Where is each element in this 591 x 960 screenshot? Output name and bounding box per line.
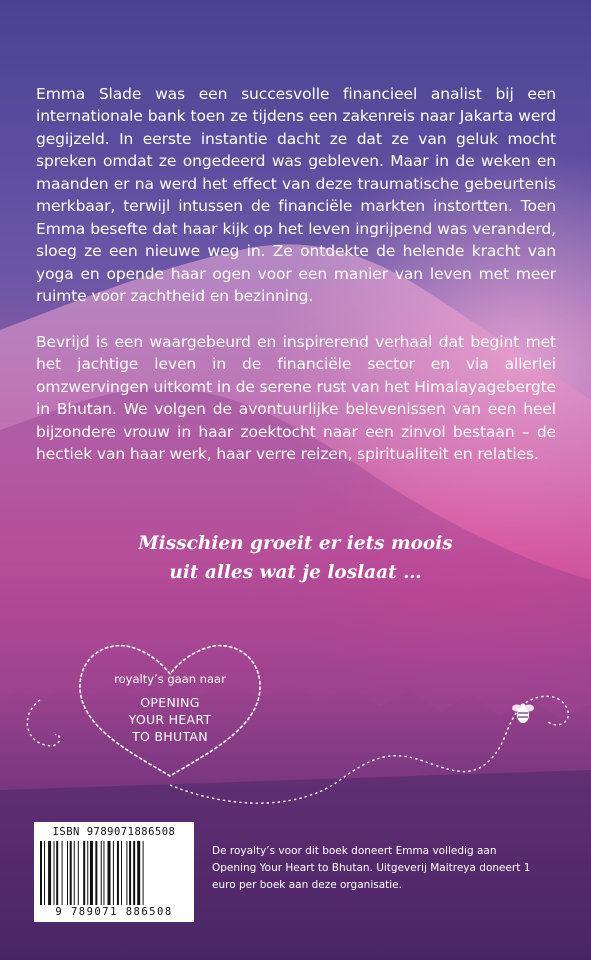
barcode-bar [121,841,122,905]
charity-name-line-3: TO BHUTAN [132,729,208,744]
charity-name-line-1: OPENING [140,695,200,710]
tagline-line-2: uit alles wat je loslaat … [169,562,422,583]
charity-intro: royalty’s gaan naar [114,672,226,686]
barcode-bar [133,841,135,905]
barcode-bar [83,841,85,905]
description-paragraph-1: Emma Slade was een succesvolle financieel analist bij een internationale bank toen ze tijdens een zakenreis naar Jakarta werd gegijzeld. In eerste instantie dacht ze dat ze van geluk mocht spreken omdat ze ongedeerd was gebleven. Maar in de weken en maanden er na werd het effect van deze traumatische gebeurtenis merkbaar, terwijl intussen de financiële markten instortten. Toen Emma besefte dat haar kijk op het leven ingrijpend was veranderd, sloeg ze een nieuwe weg in. Ze ontdekte de helende kracht van yoga en opende haar ogen voor een manier van leven met meer ruimte voor zachtheid en bezinning. [36,84,556,305]
barcode-bar [90,841,93,905]
barcode-icon [40,841,188,905]
barcode-bar [137,841,140,905]
barcode-bar [48,841,51,905]
barcode-bar [95,841,97,905]
dotted-flight-path [0,660,591,820]
barcode-bar [126,841,127,905]
barcode-bar [74,841,75,905]
barcode-bar [62,841,63,905]
description-paragraph-2: Bevrijd is een waargebeurd en inspirerend verhaal dat begint met het jachtige leven in de financiële sector en via allerlei omzwervingen uitkomt in de serene rust van het Himalayagebergte in Bhutan. We volgen de avontuurlijke belevenissen van een heel bijzondere vrouw in haar zoektocht naar een zinvol bestaan – de hectiek van haar werk, haar verre reizen, spiritualiteit en relaties. [36,332,556,463]
barcode-bar [44,841,45,905]
barcode-bar [117,841,119,905]
barcode-bar [87,841,88,905]
barcode-bar [54,841,55,905]
barcode-bar [101,841,102,905]
barcode-bar [103,841,104,905]
barcode-bar [70,841,72,905]
barcode-bar [78,841,79,905]
barcode-bar [67,841,68,905]
barcode-bar [56,841,58,905]
barcode-bar [143,841,144,905]
tagline-quote [0,529,591,587]
charity-name-line-2: YOUR HEART [128,712,212,727]
barcode [34,822,194,922]
isbn-label: ISBN 9789071886508 [52,826,176,838]
isbn-digits: 9 789071 886508 [55,906,173,918]
bee-icon [508,698,538,728]
barcode-bar [40,841,42,905]
barcode-bar [129,841,131,905]
barcode-bar [108,841,111,905]
royalty-footnote: De royalty’s voor dit boek doneert Emma volledig aan Opening Your Heart to Bhutan. Uitgeverij Maitreya doneert 1 euro per boek aan deze organisatie. [212,844,531,891]
barcode-bar [113,841,114,905]
tagline-line-1: Misschien groeit er iets moois [138,533,453,554]
